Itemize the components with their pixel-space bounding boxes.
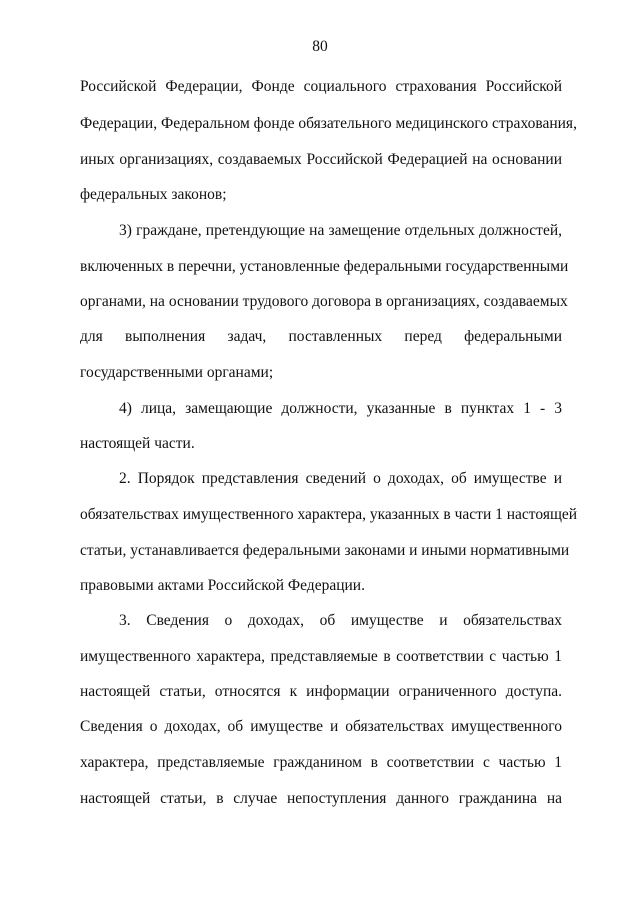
text-line: правовыми актами Российской Федерации. xyxy=(80,577,365,594)
text-line: настоящей статьи, относятся к информации ограниченного доступа. xyxy=(80,683,562,700)
text-line: статьи, устанавливается федеральными законами и иными нормативными xyxy=(80,542,570,559)
text-line: федеральных законов; xyxy=(80,186,227,203)
text-line: включенных в перечни, установленные федеральными государственными xyxy=(80,258,569,275)
text-line: государственными органами; xyxy=(80,364,274,381)
text-line: для выполнения задач, поставленных перед федеральными xyxy=(80,328,562,345)
text-line: Федерации, Федеральном фонде обязательного медицинского страхования, xyxy=(80,115,577,132)
text-line: иных организациях, создаваемых Российской Федерацией на основании xyxy=(80,151,562,168)
text-line: настоящей части. xyxy=(80,435,195,452)
text-line: характера, представляемые гражданином в соответствии с частью 1 xyxy=(80,754,562,771)
text-line: органами, на основании трудового договора в организациях, создаваемых xyxy=(80,293,568,310)
text-line: имущественного характера, представляемые в соответствии с частью 1 xyxy=(80,648,562,665)
text-line: Сведения о доходах, об имуществе и обязательствах имущественного xyxy=(80,718,562,735)
text-line: обязательствах имущественного характера, указанных в части 1 настоящей xyxy=(80,506,578,523)
text-line: 3. Сведения о доходах, об имуществе и обязательствах xyxy=(119,612,562,629)
text-line: Российской Федерации, Фонде социального страхования Российской xyxy=(80,78,562,95)
text-line: 3) граждане, претендующие на замещение отдельных должностей, xyxy=(119,222,562,239)
text-line: настоящей статьи, в случае непоступления данного гражданина на xyxy=(80,790,562,807)
text-line: 2. Порядок представления сведений о доходах, об имуществе и xyxy=(119,470,562,487)
text-line: 4) лица, замещающие должности, указанные в пунктах 1 - 3 xyxy=(119,400,562,417)
page-number: 80 xyxy=(312,38,328,55)
